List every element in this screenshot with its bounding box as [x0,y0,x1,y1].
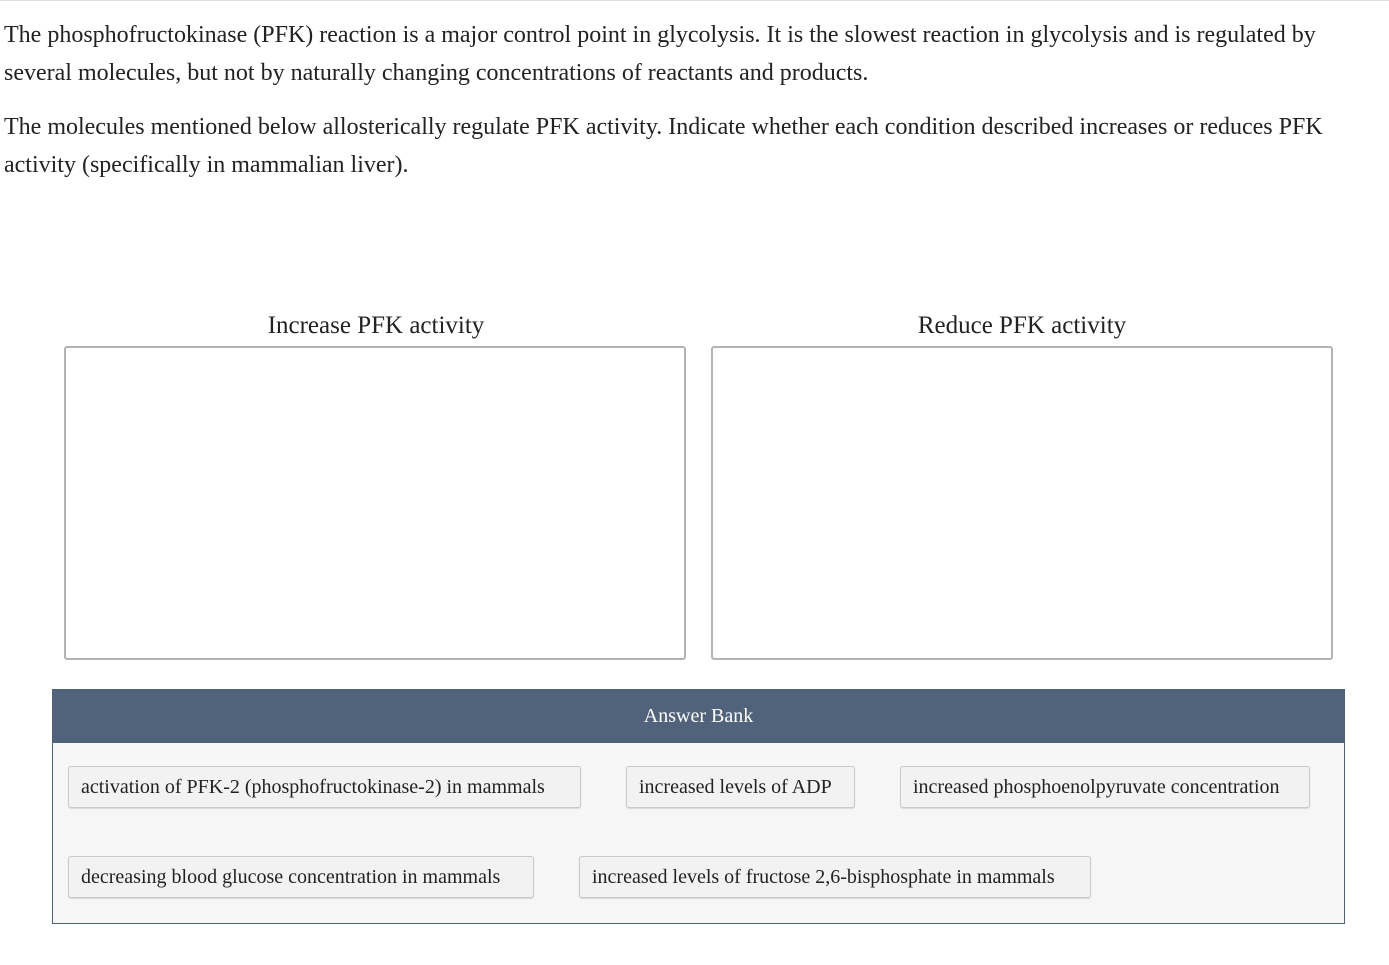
question-prompt [4,16,1374,184]
answer-chip-pep[interactable]: increased phosphoenolpyruvate concentration [900,766,1310,808]
intro-paragraph-1: The phosphofructokinase (PFK) reaction is a major control point in glycolysis. It is the slowest reaction in glycolysis and is regulated by several molecules, but not by naturally changing concentrations of reactants and products. [4,22,1316,86]
answer-chip-f26bp[interactable]: increased levels of fructose 2,6-bisphosphate in mammals [579,856,1091,898]
answer-chip-adp[interactable]: increased levels of ADP [626,766,855,808]
increase-category-title: Increase PFK activity [267,312,485,339]
top-divider [0,0,1389,1]
increase-drop-zone[interactable] [64,346,686,660]
answer-bank[interactable] [52,689,1345,924]
reduce-category-title: Reduce PFK activity [917,312,1127,339]
intro-paragraph-2: The molecules mentioned below allosterically regulate PFK activity. Indicate whether each condition described increases or reduces PFK activity (specifically in mammalian liver). [4,114,1323,178]
answer-bank-title: Answer Bank [53,690,1344,743]
answer-chip-pfk2-activation[interactable]: activation of PFK-2 (phosphofructokinase-2) in mammals [68,766,581,808]
answer-chip-low-glucose[interactable]: decreasing blood glucose concentration in mammals [68,856,534,898]
reduce-drop-zone[interactable] [711,346,1333,660]
